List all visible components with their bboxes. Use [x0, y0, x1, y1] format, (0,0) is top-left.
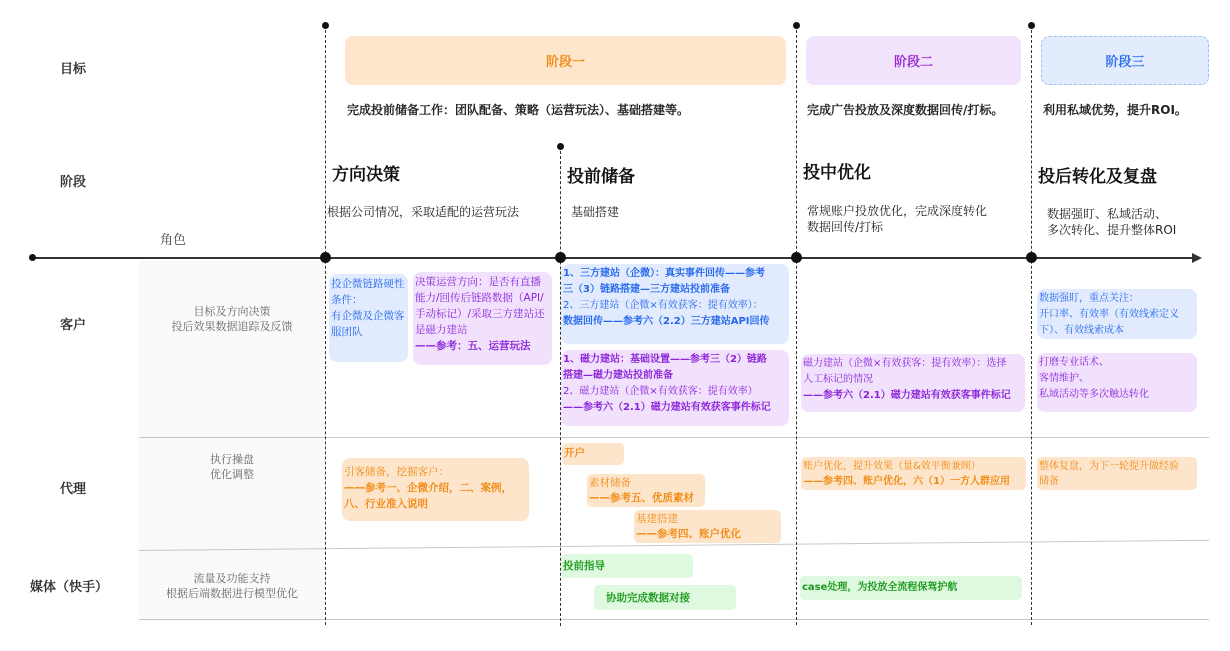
phase-divider: [325, 25, 326, 625]
card-line: 开户: [564, 447, 585, 459]
card-line: ——参考六（2.1）磁力建站有效获客事件标记: [563, 402, 771, 413]
timeline-node: [320, 252, 331, 263]
card-line: 储备: [1039, 476, 1059, 487]
divider-top-dot: [793, 22, 800, 29]
card-line: 决策运营方向：是否有直播: [415, 276, 541, 288]
arrow-right-icon: [1192, 253, 1202, 263]
card-line: 条件：: [331, 294, 363, 306]
card-line: 人工标记的情况: [803, 374, 873, 385]
role-desc-media: [139, 571, 325, 601]
row-label-role: 角色: [160, 233, 187, 248]
stage-subtitle-preparation: 基础搭建: [571, 205, 620, 219]
row-label-stage: 阶段: [60, 175, 87, 190]
stage-title-optimization: 投中优化: [803, 163, 871, 183]
divider-top-dot: [1028, 22, 1035, 29]
card-line: 下）、有效线索成本: [1039, 325, 1124, 336]
stage-subtitle-conversion: [1047, 206, 1176, 238]
card-line: 2、三方建站（企微×有效获客：提有效率）：: [563, 300, 763, 311]
card-agent-decision: [342, 458, 529, 521]
card-client-post-private: [1037, 353, 1197, 412]
subtitle-line: 常规账户投放优化，完成深度转化: [807, 204, 988, 218]
card-media-case-handling: [800, 576, 1022, 600]
card-line: 磁力建站（企微×有效获客：提有效率）：选择: [803, 358, 1007, 369]
card-client-decision-direction: [413, 272, 552, 365]
stage-title-conversion: 投后转化及复盘: [1038, 167, 1157, 187]
role-label-client: 客户: [60, 318, 87, 333]
phase-divider: [796, 25, 797, 625]
phase-divider: [1031, 25, 1032, 625]
card-line: 素材储备: [589, 477, 631, 489]
card-line: 能力/回传后链路数据（API/: [415, 292, 544, 304]
desc-line: 投后效果数据追踪及反馈: [171, 320, 293, 333]
timeline-start-dot: [29, 254, 36, 261]
card-client-prep-third-party: [561, 264, 789, 344]
card-line: 搭建—磁力建站投前准备: [563, 370, 673, 381]
card-line: 账户优化，提升效果（量&效平衡兼顾）: [803, 461, 981, 472]
row-separator: [139, 437, 1209, 438]
card-media-data-integration: [594, 585, 736, 610]
card-line: 引客储备，挖掘客户：: [344, 466, 449, 478]
divider-top-dot: [322, 22, 329, 29]
role-desc-client: [139, 304, 325, 334]
card-line: 2、磁力建站（企微×有效获客：提有效率）: [563, 386, 758, 397]
card-agent-infrastructure: [634, 510, 781, 543]
stage-subtitle-optimization: [807, 203, 987, 235]
timeline-node: [555, 252, 566, 263]
card-line: ——参考六（2.1）磁力建站有效获客事件标记: [803, 390, 1011, 401]
divider-top-dot: [557, 143, 564, 150]
card-client-decision-requirements: [329, 274, 408, 362]
card-line: 有企微及企微客: [331, 310, 405, 322]
card-line: ——参考：五、运营玩法: [415, 340, 531, 352]
card-agent-open-account: [562, 443, 624, 465]
desc-line: 根据后端数据进行模型优化: [166, 587, 298, 600]
card-line: ——参考四、账户优化: [636, 528, 741, 540]
timeline-node: [791, 252, 802, 263]
card-line: 八、行业准入说明: [344, 498, 428, 510]
card-line: 数据回传——参考六（2.2）三方建站API回传: [563, 316, 770, 327]
card-line: 客情维护、: [1039, 373, 1089, 384]
stage-subtitle-decision: 根据公司情况，采取适配的运营玩法: [327, 205, 520, 219]
card-line: 1、三方建站（企微）：真实事件回传——参考: [563, 268, 765, 279]
card-agent-material: [587, 474, 705, 507]
card-line: 投企微链路硬性: [331, 278, 405, 290]
card-line: 开口率、有效率（有效线索定义: [1039, 309, 1179, 320]
phase-one-banner: 阶段一: [345, 36, 786, 85]
card-line: 基建搭建: [636, 513, 678, 525]
card-client-prep-magnetic: [561, 350, 789, 426]
phase-three-goal: 利用私域优势，提升ROI。: [1043, 103, 1187, 117]
desc-line: 流量及功能支持: [193, 572, 271, 585]
role-label-media: 媒体（快手）: [30, 580, 109, 595]
card-line: 整体复盘，为下一轮提升做经验: [1039, 461, 1179, 472]
phase-one-goal: 完成投前储备工作：团队配备、策略（运营玩法）、基础搭建等。: [347, 103, 690, 117]
card-client-post-data: [1037, 289, 1197, 339]
timeline-axis: [32, 257, 1197, 259]
row-separator: [139, 619, 1209, 620]
card-line: 投前指导: [563, 560, 605, 572]
card-line: 是磁力建站: [415, 324, 468, 336]
stage-title-decision: 方向决策: [332, 165, 400, 185]
card-line: 私域活动等多次触达转化: [1039, 389, 1149, 400]
role-desc-agent: [139, 452, 325, 482]
card-line: 打磨专业话术、: [1039, 357, 1109, 368]
card-line: case处理，为投放全流程保驾护航: [802, 582, 958, 593]
card-line: 协助完成数据对接: [606, 592, 690, 604]
subtitle-line: 数据回传/打标: [807, 220, 884, 234]
card-client-mid-magnetic: [801, 354, 1025, 412]
card-line: ——参考四、账户优化，六（1）一方人群应用: [803, 476, 1010, 487]
subtitle-line: 多次转化、提升整体ROI: [1047, 223, 1177, 237]
phase-two-goal: 完成广告投放及深度数据回传/打标。: [807, 103, 1004, 117]
card-line: 服团队: [331, 326, 363, 338]
card-line: 三（3）链路搭建—三方建站投前准备: [563, 284, 730, 295]
desc-line: 执行操盘: [210, 453, 254, 466]
desc-line: 优化调整: [210, 468, 254, 481]
card-line: ——参考一、企微介绍，二、案例，: [344, 482, 512, 494]
phase-two-banner: 阶段二: [806, 36, 1021, 85]
subtitle-line: 数据强盯、私域活动、: [1047, 207, 1168, 221]
timeline-node: [1026, 252, 1037, 263]
card-line: ——参考五、优质素材: [589, 492, 694, 504]
role-label-agent: 代理: [60, 482, 87, 497]
card-media-prep-guide: [561, 554, 693, 578]
desc-line: 目标及方向决策: [193, 305, 271, 318]
stage-title-preparation: 投前储备: [567, 167, 635, 187]
card-line: 数据强盯，重点关注：: [1039, 293, 1139, 304]
card-line: 手动标记）/采取三方建站还: [415, 308, 545, 320]
row-label-goal: 目标: [60, 62, 87, 77]
card-line: 1、磁力建站：基础设置——参考三（2）链路: [563, 354, 767, 365]
card-agent-mid-optimization: [801, 457, 1026, 490]
card-agent-post-review: [1037, 457, 1197, 490]
phase-three-banner: 阶段三: [1041, 36, 1209, 85]
